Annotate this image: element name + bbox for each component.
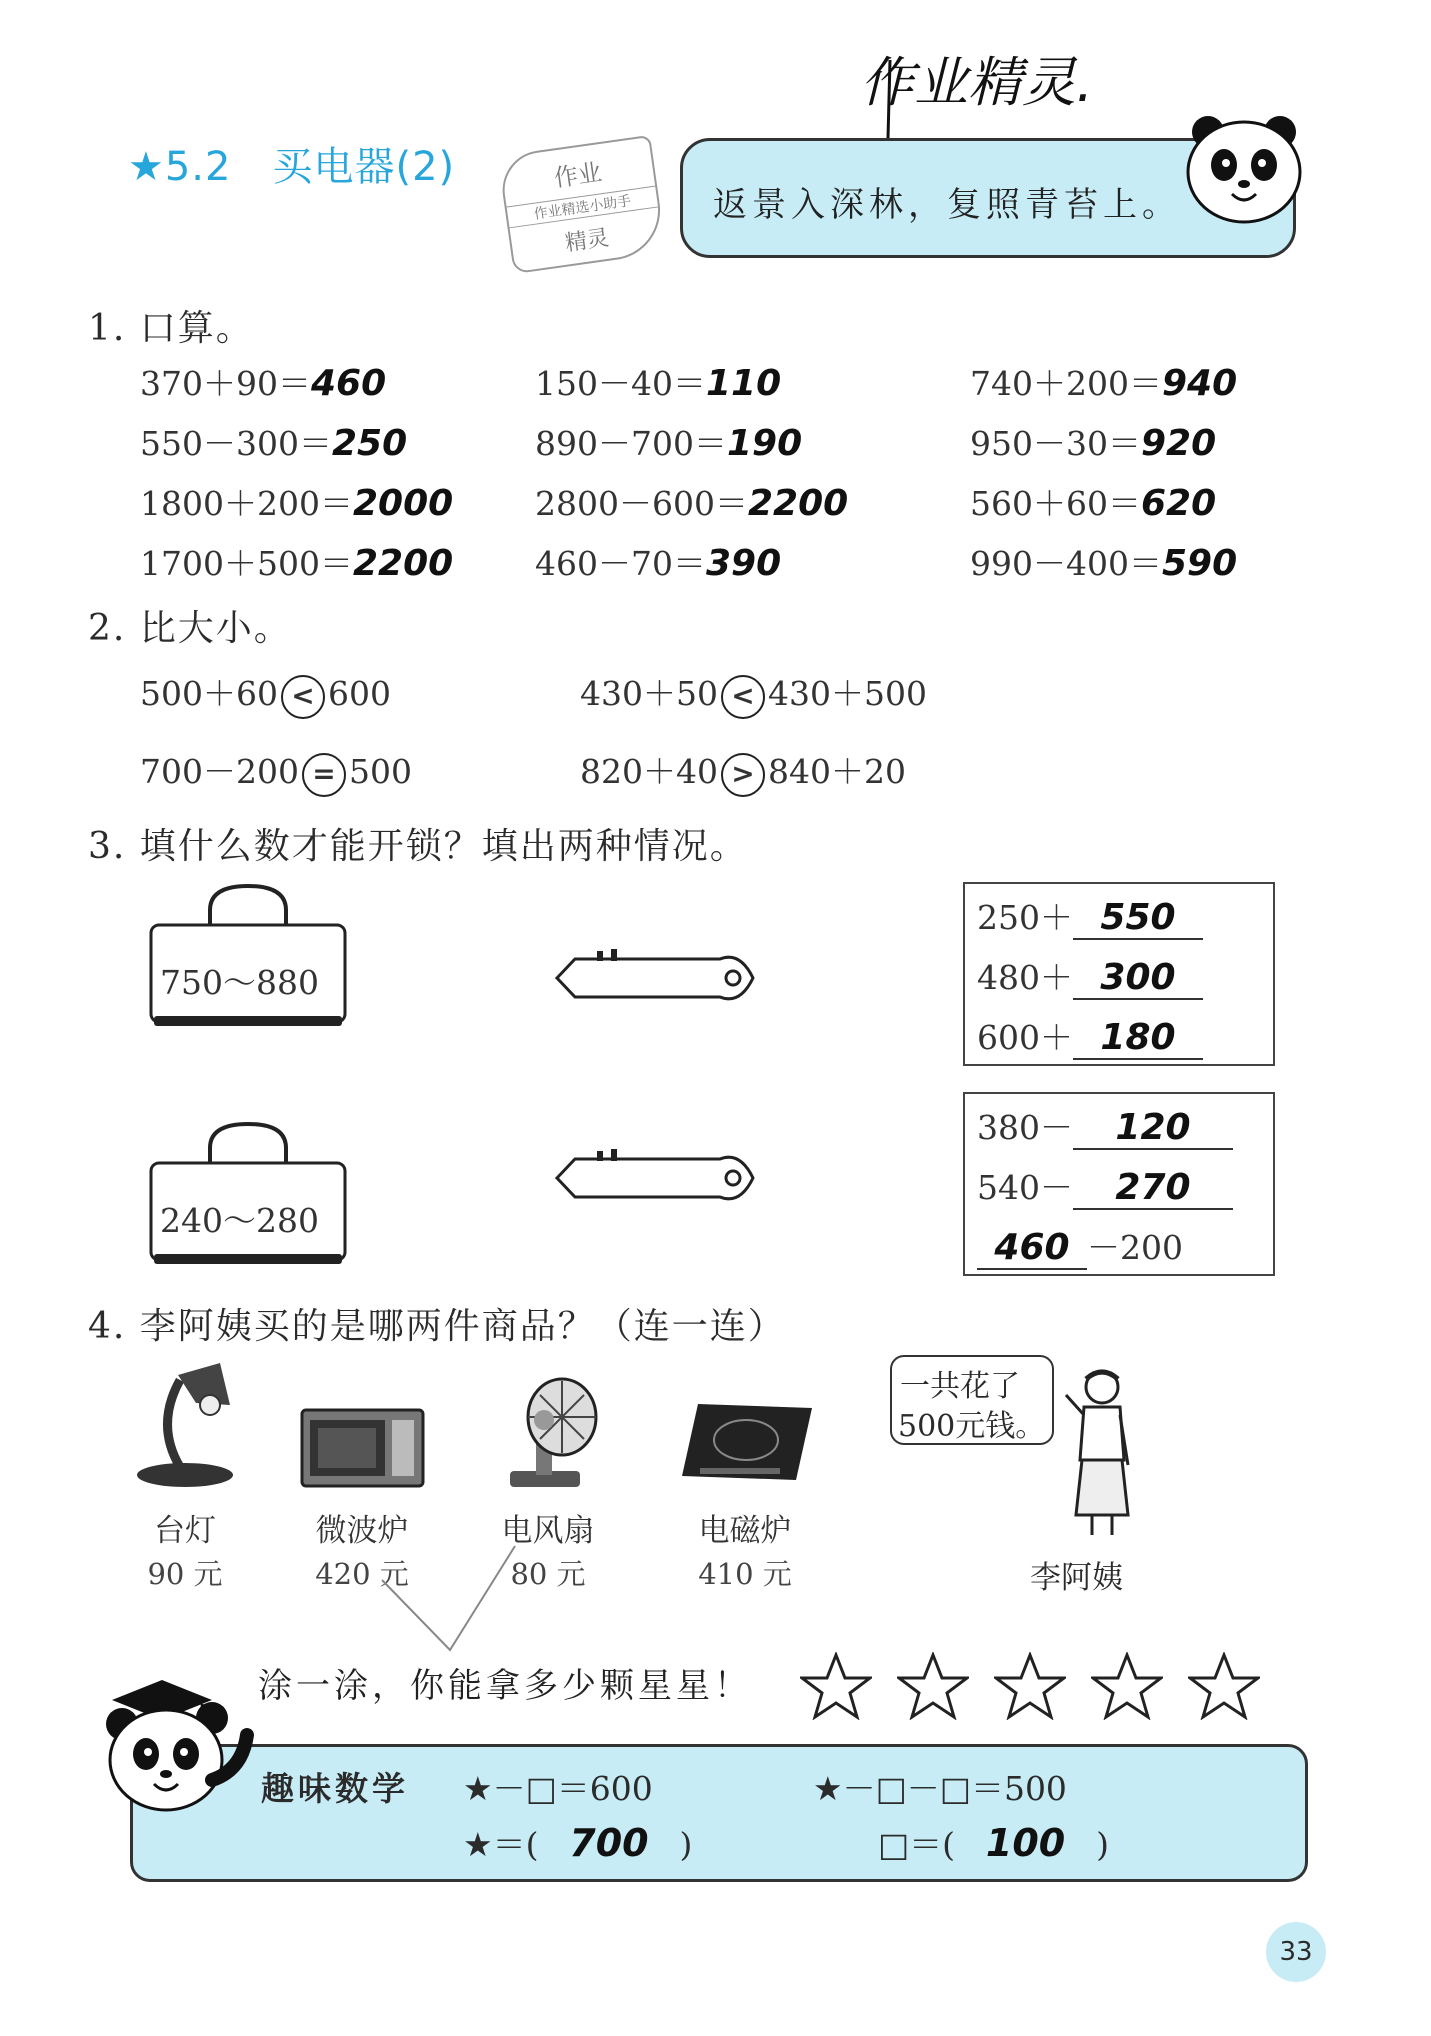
q1-r3c2 [535,478,848,525]
expr-text: 370＋90＝ [140,364,311,403]
q1-r2c2 [535,418,802,465]
stamp-top-text: 作业 [552,158,604,193]
woman-figure-icon [1060,1365,1140,1540]
handwritten-answer: 300 [1073,957,1203,1000]
lock-range-2: 240～280 [160,1201,319,1240]
q1-r4c2 [535,538,781,585]
speech-line-1: 一共花了 [900,1369,1020,1404]
q2-title: 2. 比大小。 [88,608,292,649]
handwritten-answer: 180 [1073,1017,1203,1060]
fun-math-eq1: ★－□＝600 [463,1769,653,1808]
right-expr: 600 [327,674,391,713]
handwritten-answer: 120 [1073,1107,1233,1150]
item-name-induction: 电磁炉 [698,1513,792,1549]
item-price-induction: 410 元 [698,1557,792,1591]
handwritten-answer: 550 [1073,897,1203,940]
row-prefix: 600＋ [977,1018,1073,1057]
expr-text: 950－30＝ [970,424,1141,463]
handwritten-answer: 460 [977,1227,1087,1270]
q2-item-2 [580,668,927,719]
homework-stamp [497,135,666,274]
answer-row [977,952,1203,1000]
handwritten-answer: 920 [1140,423,1217,464]
speech-bubble [890,1355,1054,1445]
star-icon[interactable] [1188,1652,1260,1720]
expr-text: 2800－600＝ [535,484,748,523]
item-name-lamp: 台灯 [154,1513,216,1549]
q1-r4c3 [970,538,1237,585]
handwritten-answer: 460 [310,363,387,404]
q1-r2c3 [970,418,1216,465]
left-expr: 500＋60 [140,674,278,713]
fun-math-panel [130,1744,1308,1882]
handwritten-answer: 100 [985,1821,1066,1865]
item-price-lamp: 90 元 [147,1557,223,1591]
handwritten-answer: 190 [726,423,803,464]
left-expr: 820＋40 [580,752,718,791]
answer-row [977,1162,1233,1210]
comparison-circle: < [721,675,765,719]
q2-item-3 [140,746,412,797]
answer-row [977,1222,1183,1270]
comparison-circle: = [302,753,346,797]
comparison-circle: < [281,675,325,719]
key-icon [555,945,760,1011]
stamp-mid-text: 作业精选小助手 [507,186,659,229]
panda-graduate-icon [92,1660,262,1830]
row-suffix: －200 [1087,1228,1183,1267]
handwritten-answer: 270 [1073,1167,1233,1210]
q1-r4c1 [140,538,453,585]
item-name-fan: 电风扇 [501,1513,595,1549]
induction-cooker-icon [680,1400,815,1485]
q1-r1c1 [140,358,386,405]
handwritten-answer: 250 [331,423,408,464]
electric-fan-icon [500,1375,600,1490]
stars-prompt: 涂一涂，你能拿多少颗星星！ [258,1666,752,1706]
row-prefix: 250＋ [977,898,1073,937]
right-expr: 430＋500 [767,674,927,713]
rating-stars [800,1652,1270,1722]
q1-r3c3 [970,478,1216,525]
stamp-bottom-text: 精灵 [563,225,611,257]
handwritten-answer: 590 [1161,543,1238,584]
handwritten-answer: 940 [1161,363,1238,404]
answer-row [977,892,1203,940]
expr-text: 740＋200＝ [970,364,1162,403]
panda-icon [1180,110,1310,230]
expr-text: 1700＋500＝ [140,544,353,583]
q1-r3c1 [140,478,453,525]
item-price-microwave: 420 元 [315,1557,409,1591]
expr-text: 460－70＝ [535,544,706,583]
q1-r1c3 [970,358,1237,405]
key-icon [555,1145,760,1211]
microwave-icon [300,1408,425,1488]
right-expr: 500 [348,752,412,791]
page-number: 33 [1266,1922,1326,1982]
q2-item-4 [580,746,906,797]
expr-text: 990－400＝ [970,544,1162,583]
fun-math-eq2: ★－□－□＝500 [813,1769,1067,1808]
handwritten-header-note: 作业精灵. [860,51,1094,114]
ans1-prefix: ★＝( [463,1825,539,1864]
item-name-microwave: 微波炉 [315,1513,409,1549]
connection-lines [380,1540,520,1660]
expr-text: 560＋60＝ [970,484,1141,523]
star-icon[interactable] [994,1652,1066,1720]
q1-title: 1. 口算。 [88,308,254,349]
q3-title: 3. 填什么数才能开锁？填出两种情况。 [88,826,748,867]
handwritten-answer: 390 [705,543,782,584]
item-price-fan: 80 元 [510,1557,586,1591]
lock-range-1: 750～880 [160,963,319,1002]
fun-math-ans2 [878,1819,1109,1866]
expr-text: 1800＋200＝ [140,484,353,523]
star-icon[interactable] [800,1652,872,1720]
row-prefix: 540－ [977,1168,1073,1207]
handwritten-answer: 2200 [352,543,454,584]
handwritten-answer: 2000 [352,483,454,524]
q1-r2c1 [140,418,407,465]
q2-item-1 [140,668,391,719]
handwritten-answer: 700 [569,1821,649,1865]
padlock-icon [148,1118,348,1268]
q4-title: 4. 李阿姨买的是哪两件商品？（连一连） [88,1306,786,1347]
ans1-suffix: ) [679,1825,693,1864]
handwritten-answer: 620 [1140,483,1217,524]
answer-box-1 [963,882,1275,1066]
left-expr: 430＋50 [580,674,718,713]
padlock-icon [148,880,348,1030]
star-icon[interactable] [1091,1652,1163,1720]
pen-stroke [880,60,900,140]
right-expr: 840＋20 [767,752,906,791]
row-prefix: 380－ [977,1108,1073,1147]
handwritten-answer: 110 [705,363,782,404]
desk-lamp-icon [130,1355,240,1490]
motto-text: 返景入深林，复照青苔上。 [713,185,1181,225]
fun-math-label: 趣味数学 [261,1769,409,1808]
comparison-circle: > [721,753,765,797]
handwritten-answer: 2200 [747,483,849,524]
ans2-prefix: □＝( [878,1825,956,1864]
speech-line-2: 500元钱。 [898,1409,1046,1444]
page-title: ★5.2 买电器(2) [128,144,456,190]
answer-row [977,1012,1203,1060]
ans2-suffix: ) [1096,1825,1109,1864]
row-prefix: 480＋ [977,958,1073,997]
q1-r1c2 [535,358,781,405]
expr-text: 150－40＝ [535,364,706,403]
fun-math-ans1 [463,1819,692,1866]
expr-text: 890－700＝ [535,424,727,463]
expr-text: 550－300＝ [140,424,332,463]
left-expr: 700－200 [140,752,299,791]
answer-row [977,1102,1233,1150]
person-label: 李阿姨 [1030,1560,1123,1596]
answer-box-2 [963,1092,1275,1276]
star-icon[interactable] [897,1652,969,1720]
